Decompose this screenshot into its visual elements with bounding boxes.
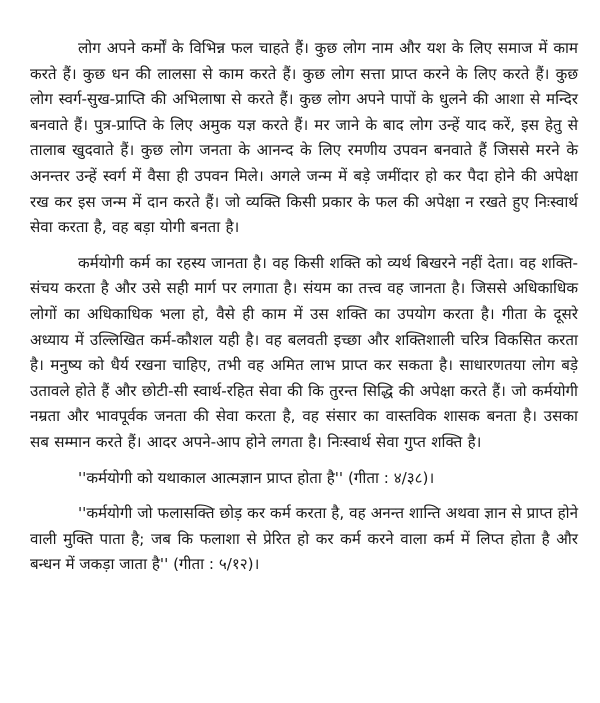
paragraph-fruits-of-action: लोग अपने कर्मों के विभिन्न फल चाहते हैं। कुछ लोग नाम और यश के लिए समाज में काम करते हैं। कुछ धन की लालसा से काम करते हैं। कुछ लोग सत्ता प्राप्त करने के लिए करते हैं। कुछ लोग स्वर्ग-सुख-प्राप्ति की अभिलाषा से करते हैं। कुछ लोग अपने पापों के धुलने की आशा से मन्दिर बनवाते हैं। पुत्र-प्राप्ति के लिए अमुक यज्ञ करते हैं। मर जाने के बाद लोग उन्हें याद करें, इस हेतु से तालाब खुदवाते हैं। कुछ लोग जनता के आनन्द के लिए रमणीय उपवन बनवाते हैं जिससे मरने के अनन्तर उन्हें स्वर्ग में वैसा ही उपवन मिले। अगले जन्म में बड़े जमींदार हो कर पैदा होने की अपेक्षा रख कर इस जन्म में दान करते हैं। जो व्यक्ति किसी प्रकार के फल की अपेक्षा न रखते हुए निःस्वार्थ सेवा करता है, वह बड़ा योगी बनता है। bbox=[30, 39, 578, 237]
quote-text: ''कर्मयोगी जो फलासक्ति छोड़ कर कर्म करता है, वह अनन्त शान्ति अथवा ज्ञान से प्राप्त होने वाली मुक्ति पाता है; जब कि फलाशा से प्रेरित हो कर कर्म करने वाला कर्म में लिप्त होता है और बन्धन में जकड़ा जाता है'' bbox=[30, 504, 578, 574]
quote-citation: (गीता : ५/१२)। bbox=[173, 555, 260, 574]
gita-quote-2 bbox=[30, 501, 578, 578]
gita-quote-1 bbox=[30, 466, 578, 492]
quote-text: ''कर्मयोगी को यथाकाल आत्मज्ञान प्राप्त होता है'' bbox=[78, 468, 344, 487]
document-page bbox=[30, 36, 578, 578]
quote-citation: (गीता : ४/३८)। bbox=[347, 468, 435, 487]
paragraph-karmayogi: कर्मयोगी कर्म का रहस्य जानता है। वह किसी शक्ति को व्यर्थ बिखरने नहीं देता। वह शक्ति-संचय करता है और उसे सही मार्ग पर लगाता है। संयम का तत्त्व वह जानता है। जिससे अधिकाधिक लोगों का अधिकाधिक भला हो, वैसे ही काम में उस शक्ति का उपयोग करता है। गीता के दूसरे अध्याय में उल्लिखित कर्म-कौशल यही है। वह बलवती इच्छा और शक्तिशाली चरित्र विकसित करता है। मनुष्य को धैर्य रखना चाहिए, तभी वह अमित लाभ प्राप्त कर सकता है। साधारणतया लोग बड़े उतावले होते हैं और छोटी-सी स्वार्थ-रहित सेवा की कि तुरन्त सिद्धि की अपेक्षा करते हैं। जो कर्मयोगी नम्रता और भावपूर्वक जनता की सेवा करता है, वह संसार का वास्तविक शासक बनता है। उसका सब सम्मान करते हैं। आदर अपने-आप होने लगता है। निःस्वार्थ सेवा गुप्त शक्ति है। bbox=[30, 253, 578, 451]
